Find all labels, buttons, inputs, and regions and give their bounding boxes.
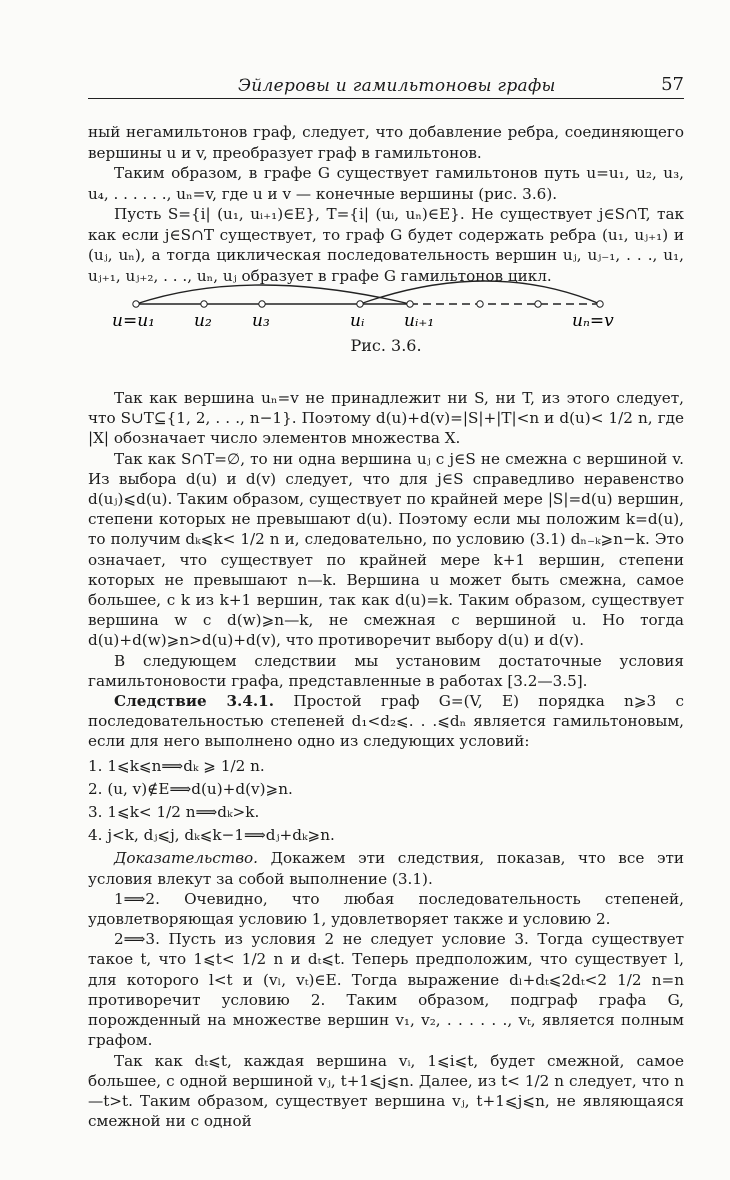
running-header [88,72,684,99]
running-title: Эйлеровы и гамильтоновы графы [238,76,556,96]
paragraph: Так как S∩T=∅, то ни одна вершина uⱼ с j∈S не смежна с вершиной v. Из выбора d(u) и d(v) следует, что для j∈S справедливо неравенство d(uⱼ)⩽d(u). Таким образом, существует по крайней мере |S|=d(u) вершин, степени которых не превышают d(u). Поэтому если мы положим k=d(u), то получим dₖ⩽k< 1/2 n и, следовательно, по условию (3.1) dₙ₋ₖ⩾n−k. Это означает, что существует по крайней мере k+1 вершин, степени которых не превышают n—k. Вершина u может быть смежна, самое большее, с k из k+1 вершин, так как d(u)=k. Таким образом, существует вершина w с d(w)⩾n—k, не смежная с вершиной u. Но тогда d(u)+d(w)⩾n>d(u)+d(v), что противоречит выбору d(u) и d(v). [88,449,684,650]
vertex [201,301,207,307]
corollary-label: Следствие 3.4.1. [114,692,275,711]
paragraph: В следующем следствии мы установим достаточные условия гамильтоновости графа, представленные в работах [3.2—3.5]. [88,651,684,690]
proof-text: Докажем эти следствия, показав, что все эти условия влекут за собой выполнение (3.1). [88,849,684,888]
condition-item: 4. j<k, dⱼ⩽j, dₖ⩽k−1⟹dⱼ+dₖ⩾n. [88,826,335,845]
vertex-label: uᵢ [350,311,365,331]
vertex [407,301,413,307]
text-block-main [88,388,684,1131]
paragraph: Так как dₜ⩽t, каждая вершина vᵢ, 1⩽i⩽t, будет смежной, самое большее, с одной вершиной vⱼ, t+1⩽j⩽n. Далее, из t< 1/2 n следует, что n—t>t. Таким образом, существует вершина vⱼ, t+1⩽j⩽n, не являющаяся смежной ни с одной [88,1051,684,1131]
figure-3-6 [110,268,630,378]
condition-item: 3. 1⩽k< 1/2 n⟹dₖ>k. [88,803,260,822]
vertex-label: uₙ=v [572,311,614,331]
vertex [535,301,541,307]
vertex-label: uᵢ₊₁ [404,311,435,331]
paragraph: 2⟹3. Пусть из условия 2 не следует условие 3. Тогда существует такое t, что 1⩽t< 1/2 n и dₜ⩽t. Теперь предположим, что существует l, для которого l<t и (vₗ, vₜ)∈E. Тогда выражение dₗ+dₜ⩽2dₜ<2 1/2 n=n противоречит условию 2. Таким образом, подграф графа G, порожденный на множестве вершин v₁, v₂, . . . . . ., vₜ, является полным графом. [88,930,684,1050]
paragraph: Пусть S={i| (u₁, uᵢ₊₁)∈E}, T={i| (uᵢ, uₙ)∈E}. Не существует j∈S∩T, так как если j∈S∩T существует, то граф G будет содержать ребра (u₁, uⱼ₊₁) и (uⱼ, uₙ), а тогда циклическая последовательность вершин uⱼ, uⱼ₋₁, . . ., u₁, uⱼ₊₁, uⱼ₊₂, . . ., uₙ, uⱼ образует в графе G гамильтонов цикл. [88,205,684,285]
vertex [259,301,265,307]
vertex-label: u₃ [252,311,270,331]
corollary [88,691,684,752]
proof-label: Доказательство. [114,849,258,868]
figure-caption: Рис. 3.6. [350,336,422,355]
paragraph: Так как вершина uₙ=v не принадлежит ни S, ни T, из этого следует, что S∪T⊆{1, 2, . . ., n−1}. Поэтому d(u)+d(v)=|S|+|T|<n и d(u)< 1/2 n, где |X| обозначает число элементов множества X. [88,389,684,448]
text-block-top [88,122,684,286]
conditions-list [88,756,684,846]
paragraph: 1⟹2. Очевидно, что любая последовательность степеней, удовлетворяющая условию 1, удовлетворяет также и условию 2. [88,889,684,929]
vertex-label: u=u₁ [112,311,155,331]
vertex [477,301,483,307]
corollary-text: Простой граф G=(V, E) порядка n⩾3 с последовательностью степеней d₁<d₂⩽. . .⩽dₙ является гамильтоновым, если для него выполнено одно из следующих условий: [88,692,685,751]
vertex [133,301,139,307]
path-diagram [110,268,630,338]
paragraph: Таким образом, в графе G существует гамильтонов путь u=u₁, u₂, u₃, u₄, . . . . . ., uₙ=v, где u и v — конечные вершины (рис. 3.6). [88,164,684,203]
vertex [597,301,603,307]
condition-item: 1. 1⩽k⩽n⟹dₖ ⩾ 1/2 n. [88,756,265,775]
condition-item: 2. (u, v)∉E⟹d(u)+d(v)⩾n. [88,779,293,798]
vertex [357,301,363,307]
paragraph: ный негамильтонов граф, следует, что добавление ребра, соединяющего вершины u и v, преобразует граф в гамильтонов. [88,123,684,162]
proof [88,848,684,888]
page-number: 57 [661,74,684,95]
vertex-label: u₂ [194,311,212,331]
